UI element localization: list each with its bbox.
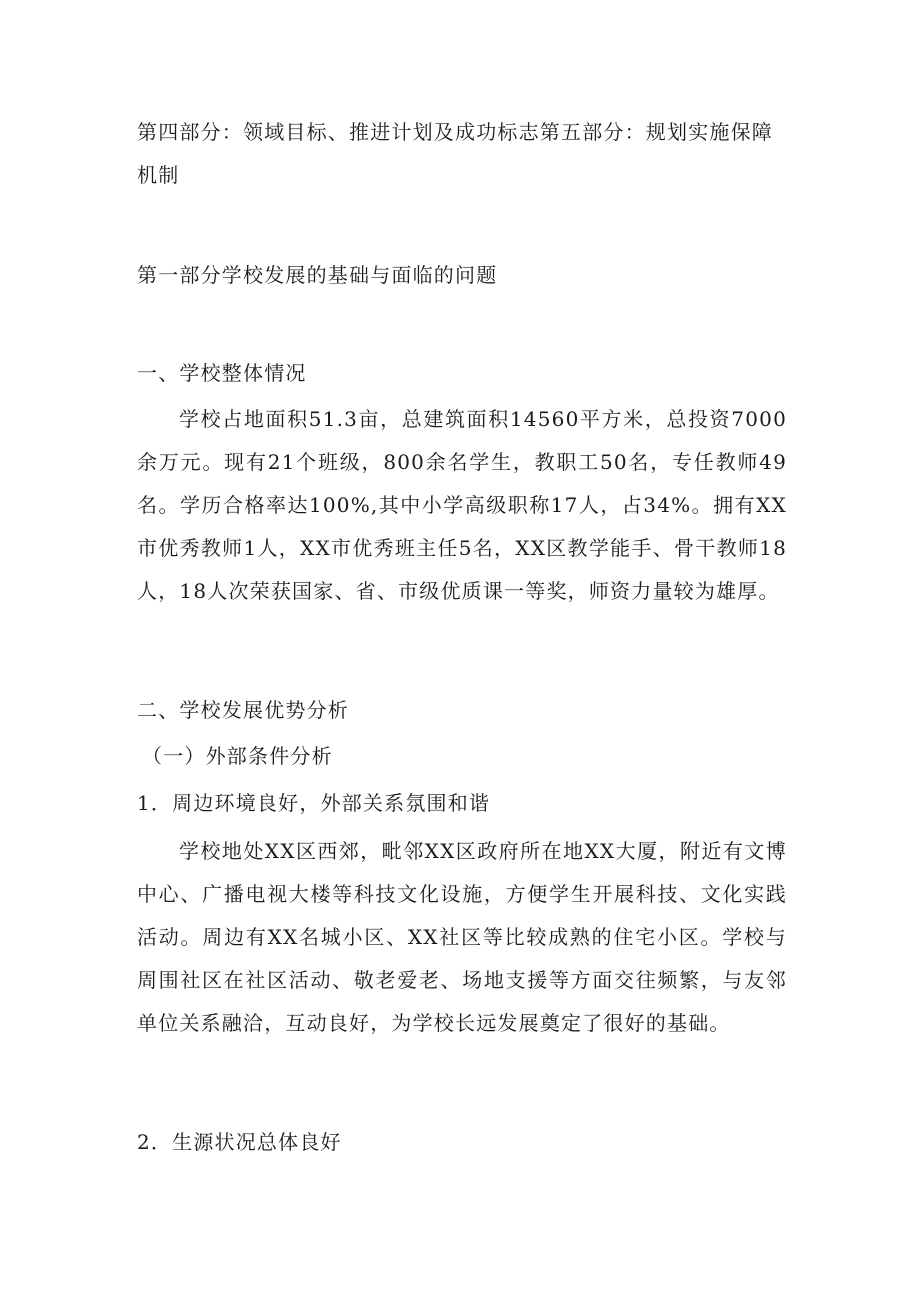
section1-paragraph: 学校占地面积51.3亩，总建筑面积14560平方米，总投资7000余万元。现有21个班级，800余名学生，教职工50名，专任教师49名。学历合格率达100%,其中小学高级职称17人，占34%。拥有XX市优秀教师1人，XX市优秀班主任5名，XX区教学能手、骨干教师18人，18人次荣获国家、省、市级优质课一等奖，师资力量较为雄厚。 (137, 407, 787, 603)
subsection1-heading: （一）外部条件分析 (142, 744, 333, 768)
item1-heading: 1．周边环境良好，外部关系氛围和谐 (137, 791, 491, 815)
section1-heading: 一、学校整体情况 (137, 361, 307, 385)
item1-paragraph: 学校地处XX区西郊，毗邻XX区政府所在地XX大厦，附近有文博中心、广播电视大楼等科技文化设施，方便学生开展科技、文化实践活动。周边有XX名城小区、XX社区等比较成熟的住宅小区。学校与周围社区在社区活动、敬老爱老、场地支援等方面交往频繁，与友邻单位关系融洽，互动良好，为学校长远发展奠定了很好的基础。 (137, 839, 787, 1035)
toc-line: 第四部分：领域目标、推进计划及成功标志第五部分：规划实施保障机制 (137, 120, 773, 187)
section2-heading: 二、学校发展优势分析 (137, 698, 349, 722)
item2-heading: 2．生源状况总体良好 (137, 1130, 342, 1154)
part1-title: 第一部分学校发展的基础与面临的问题 (137, 263, 498, 287)
